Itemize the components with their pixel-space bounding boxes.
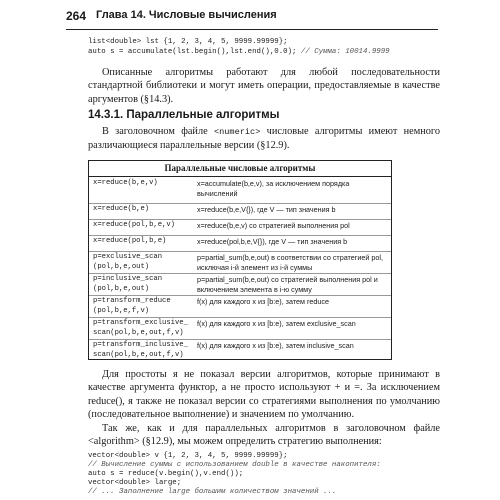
table-title: Параллельные числовые алгоритмы bbox=[89, 161, 391, 177]
page-header bbox=[66, 7, 438, 30]
table-row: p=inclusive_scan (pol,b,e,out) p=partial_sum(b,e,out) со стратегией выполнения pol и включением элемента в i-ю сумму bbox=[89, 273, 391, 296]
code-line: // Вычисление суммы с использованием double в качестве накопителя: bbox=[88, 461, 381, 469]
paragraph-1: Описанные алгоритмы работают для любой последовательности стандартной библиотеки и могут иметь операции, предоставляемые в качестве аргументов (§14.3). bbox=[88, 67, 440, 105]
paragraph-4: Так же, как и для параллельных алгоритмов в заголовочном файле <algorithm> (§12.9), мы можем определить стратегию выполнения: bbox=[88, 423, 440, 448]
code-line: auto s = accumulate(lst.begin(),lst.end(),0.0); // Сумма: 10014.9999 bbox=[88, 48, 390, 56]
paragraph-2: В заголовочном файле <numeric> числовые алгоритмы имеют немного различающиеся параллельные версии (§12.9). bbox=[88, 126, 440, 152]
chapter-title: Глава 14. Числовые вычисления bbox=[96, 9, 277, 21]
table-row: p=transform_exclusive_ scan(pol,b,e,out,f,v) f(x) для каждого x из [b:e), затем exclusive_scan bbox=[89, 317, 391, 340]
code-line: vector<double> v {1, 2, 3, 4, 5, 9999.99999}; bbox=[88, 452, 288, 460]
table-row: p=exclusive_scan (pol,b,e,out) p=partial_sum(b,e,out) в соответствии со стратегией pol, исключая i-й элемент из i-й суммы bbox=[89, 251, 391, 274]
table-row: x=reduce(b,e,v) x=accumulate(b,e,v), за исключением порядка вычислений bbox=[89, 177, 391, 204]
table-row: x=reduce(pol,b,e) x=reduce(pol,b,e,V{}), где V — тип значения b bbox=[89, 235, 391, 252]
table-row: x=reduce(b,e) x=reduce(b,e,V{}), где V — тип значения b bbox=[89, 203, 391, 220]
section-heading: 14.3.1. Параллельные алгоритмы bbox=[88, 109, 280, 121]
table-row: p=transform_inclusive_ scan(pol,b,e,out,f,v) f(x) для каждого x из [b:e), затем inclusive_scan bbox=[93, 341, 354, 359]
code-line: vector<double> large; bbox=[88, 479, 182, 487]
table-row: x=reduce(pol,b,e,v) x=reduce(b,e,v) со стратегией выполнения pol bbox=[89, 219, 391, 236]
page-number: 264 bbox=[66, 9, 87, 23]
table-row: p=transform_reduce (pol,b,e,f,v) f(x) для каждого x из [b:e), затем reduce bbox=[89, 295, 391, 318]
code-line: auto s = reduce(v.begin(),v.end()); bbox=[88, 470, 244, 478]
code-line: list<double> lst {1, 2, 3, 4, 5, 9999.99999}; bbox=[88, 38, 288, 46]
algorithms-table bbox=[88, 160, 392, 360]
code-line: // ... Заполнение large большим количеством значений ... bbox=[88, 488, 337, 496]
paragraph-3: Для простоты я не показал версии алгоритмов, которые принимают в качестве аргумента функтор, а не просто используют + и =. За исключением reduce(), я также не показал версии со стратегиями выполнения по умолчанию (последовательное выполнение) и значением по умолчанию. bbox=[88, 369, 440, 421]
